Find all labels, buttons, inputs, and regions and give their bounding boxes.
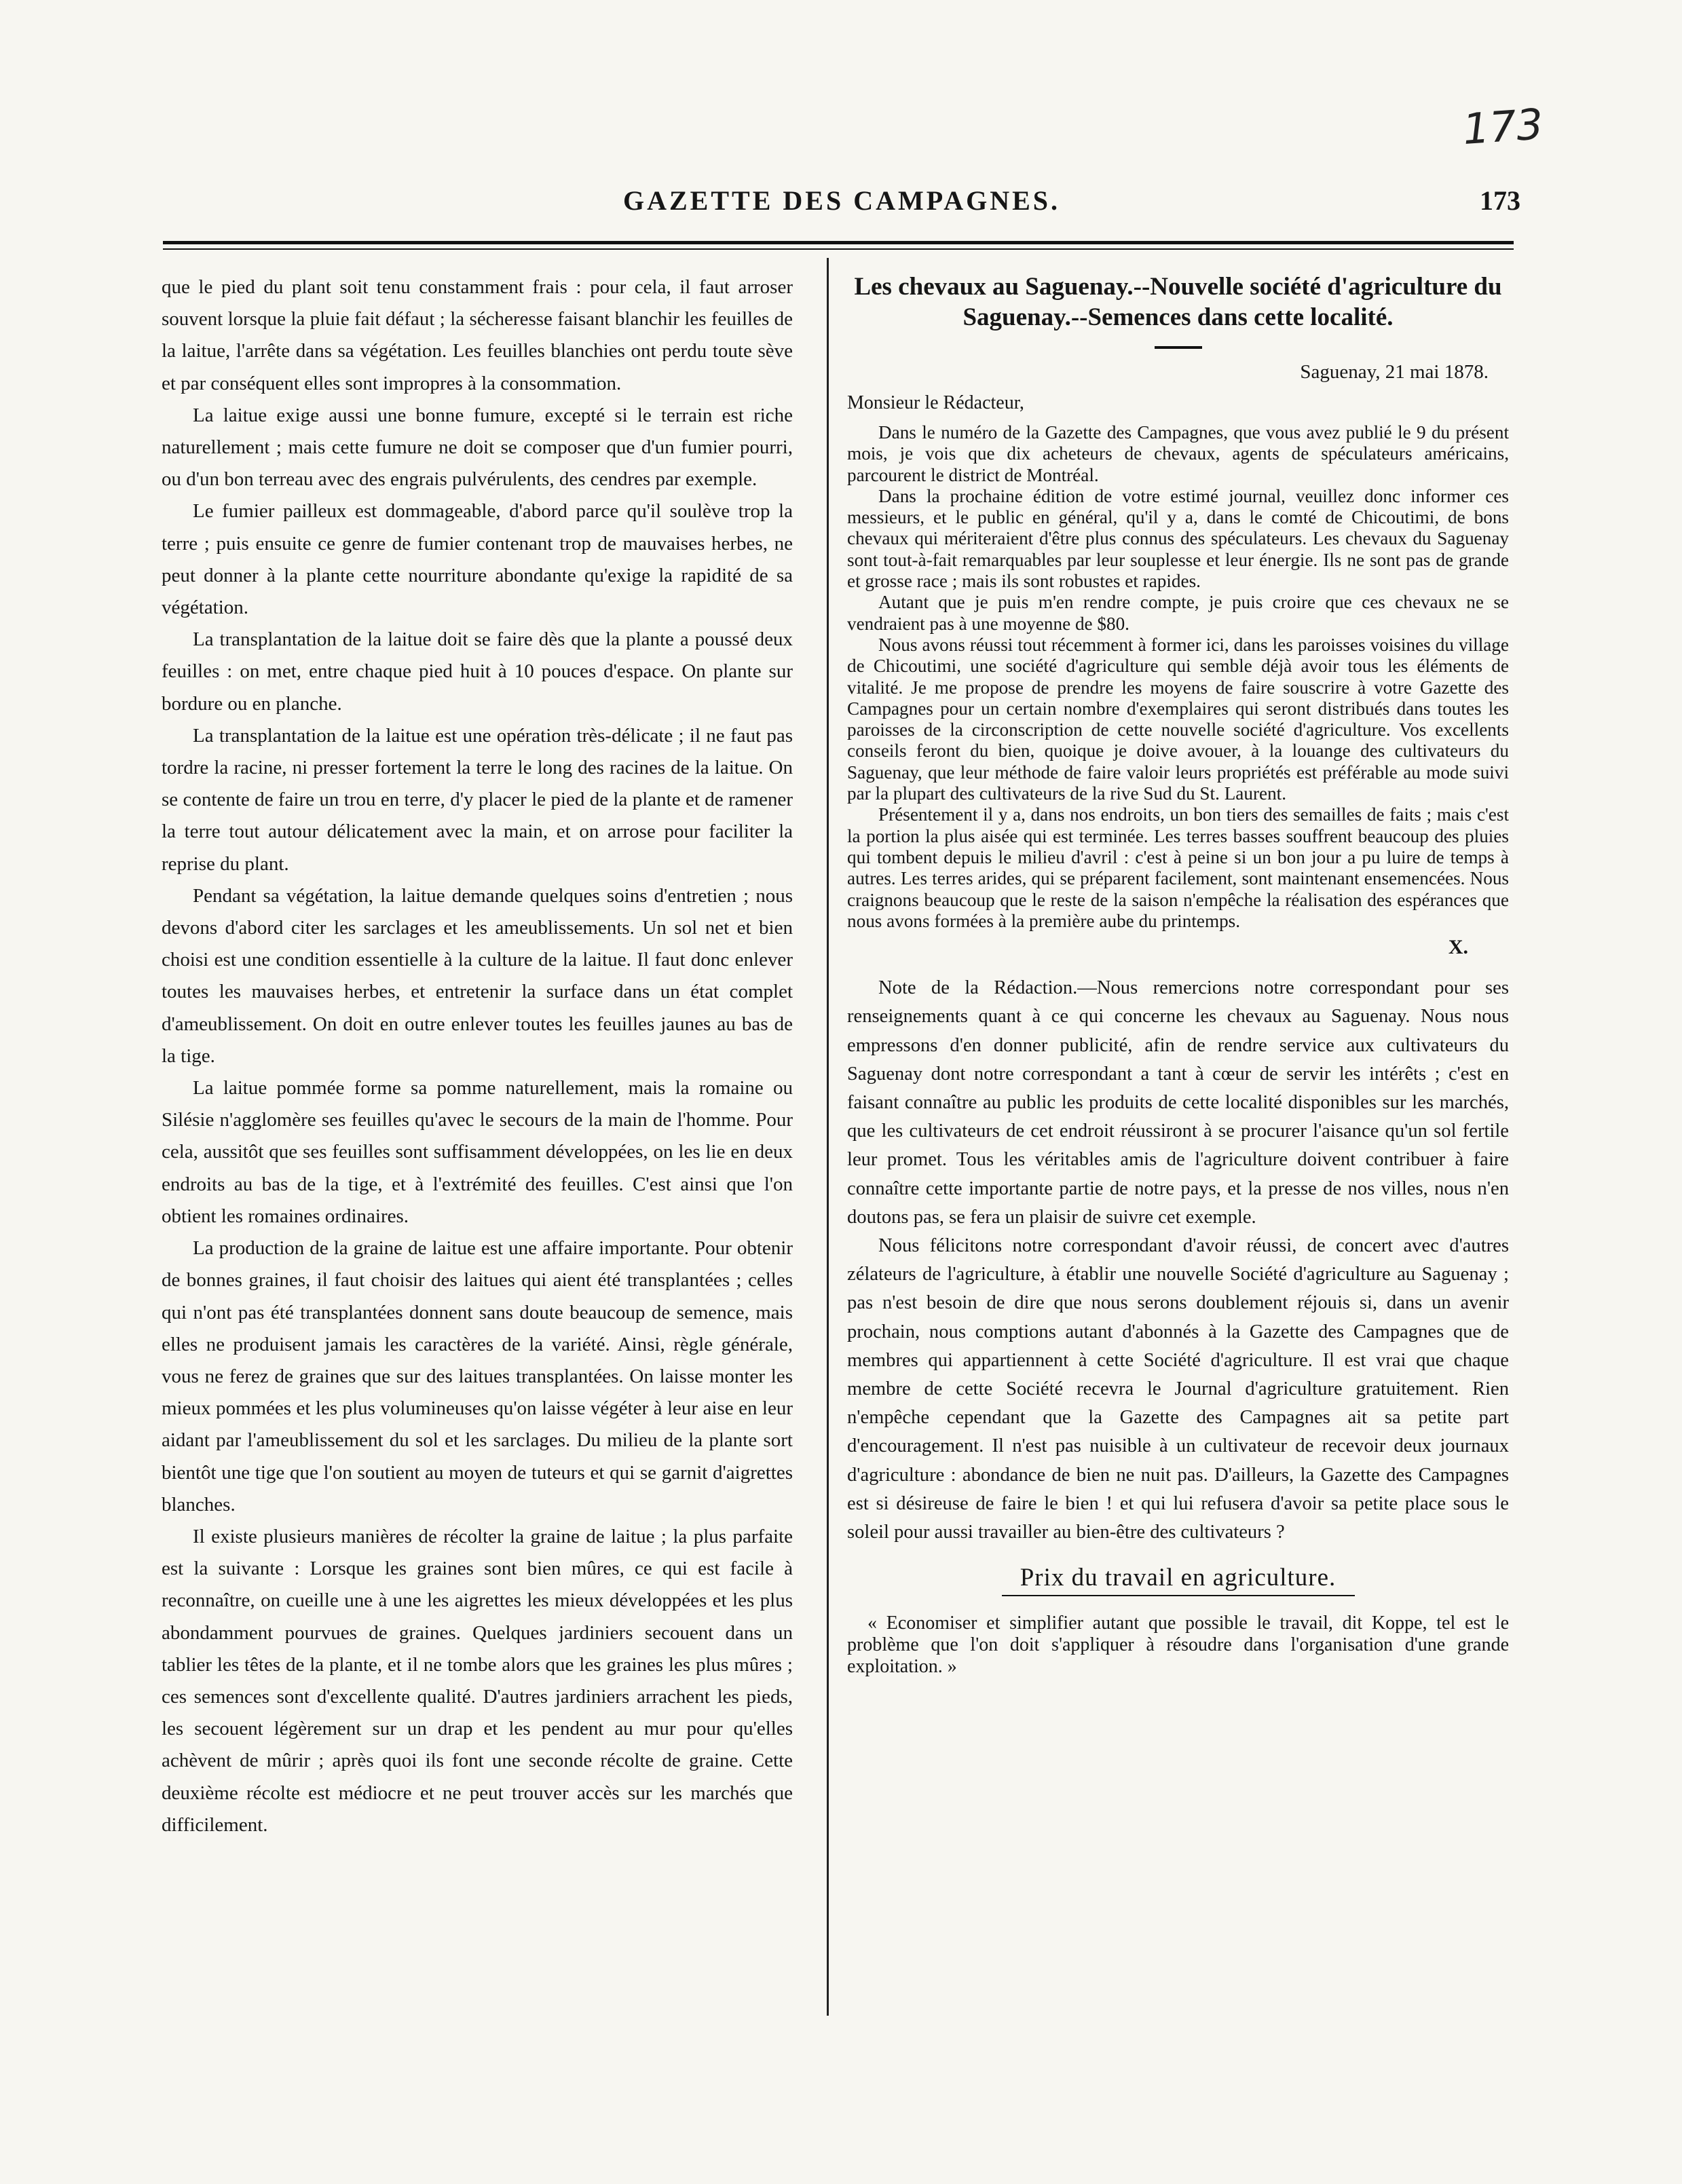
section-title: Prix du travail en agriculture. xyxy=(1020,1564,1337,1592)
letter-body xyxy=(847,422,1509,932)
header-rule-thin xyxy=(163,248,1514,250)
page-header xyxy=(163,185,1520,225)
newspaper-title: GAZETTE DES CAMPAGNES. xyxy=(622,185,1060,216)
paragraph: Le fumier pailleux est dommageable, d'abord parce qu'il soulève trop la terre ; puis ensuite ce genre de fumier contenant trop de mauvaises herbes, ne peut donner à la plante cette nourriture abondante qu'exige la rapidité de sa végétation. xyxy=(162,500,793,619)
paragraph: La transplantation de la laitue est une opération très-délicate ; il ne faut pas tordre la racine, ni presser fortement la terre le long des racines de la laitue. On se contente de faire un trou en terre, d'y placer le pied de la plante et de ramener la terre tout autour délicatement avec la main, et on arrose pour faciliter la reprise du plant. xyxy=(162,724,793,875)
header-rule-thick xyxy=(163,241,1514,244)
section-rule xyxy=(1002,1595,1355,1596)
paragraph: La production de la graine de laitue est une affaire importante. Pour obtenir de bonnes graines, il faut choisir des laitues qui aient été transplantées ; celles qui n'ont pas été transplantées donnent sans doute beaucoup de semence, mais elles ne produisent jamais les caractères de la variété. Ainsi, règle générale, vous ne ferez de graines que sur des laitues transplantées. On laisse monter les mieux pommées et les plus volumineuses qu'on laisse végéter à leur aise en leur aidant par l'ameublissement du sol et les sarclages. Du milieu de la plante sort bientôt une tige que l'on soutient au moyen de tuteurs et qui se garnit d'aigrettes blanches. xyxy=(162,1237,793,1515)
paragraph: Note de la Rédaction.—Nous remercions notre correspondant pour ses renseignements quant à ce qui concerne les chevaux au Saguenay. Nous nous empressons d'en donner publicité, afin de rendre service aux cultivateurs du Saguenay dont notre correspondant a tant à cœur de servir les intérêts ; c'est en faisant connaître au public les produits de cette localité disponibles sur les marchés, que les cultivateurs de cet endroit réussiront à se procurer l'aisance qu'un sol fertile leur promet. Tous les véritables amis de l'agriculture doivent contribuer à faire connaître cette importante partie de notre pays, et la presse de nos villes, nous n'en doutons pas, se fera un plaisir de suivre cet exemple. xyxy=(847,977,1509,1228)
quote-block xyxy=(847,1613,1509,1678)
letter-signature: X. xyxy=(1448,936,1468,959)
handwritten-page-number: 173 xyxy=(1461,98,1545,155)
paragraph: Dans la prochaine édition de votre estimé journal, veuillez donc informer ces messieurs, et le public en général, qu'il y a, dans le comté de Chicoutimi, de bons chevaux qui mériteraient d'être plus connus des spéculateurs. Les chevaux du Saguenay sont tout-à-fait remarquables par leur souplesse et leur énergie. Ils ne sont pas de grande et grosse race ; mais ils sont robustes et rapides. xyxy=(847,485,1509,592)
paragraph: Nous avons réussi tout récemment à former ici, dans les paroisses voisines du village de Chicoutimi, une société d'agriculture qui semble déjà avoir tous les éléments de vitalité. Je me propose de prendre les moyens de faire souscrire à votre Gazette des Campagnes pour un certain nombre d'exemplaires qui seront distribués dans toutes les paroisses de la circonscription de cette nouvelle société d'agriculture. Vos excellents conseils feront du bien, quoique je doive avouer, à la louange des cultivateurs du Saguenay, que leur méthode de faire valoir leurs propriétés est préférable au mode suivi par la plupart des cultivateurs de la rive Sud du St. Laurent. xyxy=(847,634,1509,804)
paragraph: La laitue pommée forme sa pomme naturellement, mais la romaine ou Silésie n'agglomère ses feuilles qu'avec le secours de la main de l'homme. Pour cela, aussitôt que ses feuilles sont suffisamment développées, on les lie en deux endroits au bas de la tige, et à l'extrémité des feuilles. C'est ainsi que l'on obtient les romaines ordinaires. xyxy=(162,1077,793,1227)
column-divider xyxy=(827,258,829,2016)
left-column xyxy=(162,271,793,1841)
paragraph: La laitue exige aussi une bonne fumure, excepté si le terrain est riche naturellement ; mais cette fumure ne doit se composer que d'un fumier pourri, ou d'un bon terreau avec des engrais pulvérulents, des cendres par exemple. xyxy=(162,404,793,491)
editor-note xyxy=(847,974,1509,1547)
paragraph: Nous félicitons notre correspondant d'avoir réussi, de concert avec d'autres zélateurs de l'agriculture, à établir une nouvelle Société d'agriculture au Saguenay ; pas n'est besoin de dire que nous serons doublement réjouis si, dans un avenir prochain, nous comptions autant d'abonnés à la Gazette des Campagnes que de membres qui appartiennent à cette Société d'agriculture. Il est vrai que chaque membre de cette Société recevra le Journal d'agriculture gratuitement. Rien n'empêche cependant que la Gazette des Campagnes ait sa petite part d'encouragement. Il n'est pas nuisible à un cultivateur de recevoir deux journaux d'agriculture : abondance de bien ne nuit pas. D'ailleurs, la Gazette des Campagnes est si désireuse de faire le bien ! et qui lui refusera d'avoir sa petite place sous le soleil pour aussi travailler au bien-être des cultivateurs ? xyxy=(847,1235,1509,1543)
title-rule xyxy=(1155,346,1202,349)
paragraph: Il existe plusieurs manières de récolter la graine de laitue ; la plus parfaite est la suivante : Lorsque les graines sont bien mûres, ce qui est facile à reconnaître, on cueille une à une les aigrettes les mieux développées et les plus abondamment pourvues de graines. Quelques jardiniers secouent dans un tablier les têtes de la plante, et il ne tombe alors que les graines les plus mûres ; ces semences sont d'excellente qualité. D'autres jardiniers arrachent les pieds, les secouent légèrement sur un drap et les pendent au mur pour qu'elles achèvent de mûrir ; après quoi ils font une seconde récolte de graine. Cette deuxième récolte est médiocre et ne peut trouver accès sur les marchés que difficilement. xyxy=(162,1525,793,1836)
paragraph: Dans le numéro de la Gazette des Campagnes, que vous avez publié le 9 du présent mois, je vois que dix acheteurs de chevaux, agents de spéculateurs américains, parcourent le district de Montréal. xyxy=(847,422,1509,485)
page-number: 173 xyxy=(1480,185,1520,216)
paragraph: Présentement il y a, dans nos endroits, un bon tiers des semailles de faits ; mais c'est la portion la plus aisée qui est terminée. Les terres basses souffrent beaucoup des pluies qui tombent depuis le milieu d'avril : c'est à peine si un bon jour a pu luire de temps à autres. Les terres arides, qui se préparent facilement, sont maintenant ensemencées. Nous craignons beaucoup que le reste de la saison n'empêche la réalisation des espérances que nous avons formées à la première aube du printemps. xyxy=(847,804,1509,931)
paragraph: La transplantation de la laitue doit se faire dès que la plante a poussé deux feuilles : on met, entre chaque pied huit à 10 pouces d'espace. On plante sur bordure ou en planche. xyxy=(162,628,793,715)
article-title: Les chevaux au Saguenay.--Nouvelle société d'agriculture du Saguenay.--Semences dans cette localité. xyxy=(854,273,1502,331)
paragraph: Autant que je puis m'en rendre compte, je puis croire que ces chevaux ne se vendraient pas à une moyenne de $80. xyxy=(847,592,1509,634)
right-column xyxy=(847,271,1509,1678)
paragraph: que le pied du plant soit tenu constamment frais : pour cela, il faut arroser souvent lorsque la pluie fait défaut ; la sécheresse faisant blanchir les feuilles de la laitue, l'arrête dans sa végétation. Les feuilles blanchies ont perdu toute sève et par conséquent elles sont impropres à la consommation. xyxy=(162,276,793,394)
paragraph: Pendant sa végétation, la laitue demande quelques soins d'entretien ; nous devons d'abord citer les sarclages et les ameublissements. Un sol net et bien choisi est une condition essentielle à la culture de la laitue. Il faut donc enlever toutes les mauvaises herbes, et entretenir la surface dans un état complet d'ameublissement. On doit en outre enlever toutes les feuilles jaunes au bas de la tige. xyxy=(162,884,793,1067)
dateline: Saguenay, 21 mai 1878. xyxy=(1300,361,1489,383)
salutation: Monsieur le Rédacteur, xyxy=(847,392,1024,413)
quote-text: « Economiser et simplifier autant que possible le travail, dit Koppe, tel est le problème que l'on doit s'appliquer à résoudre dans l'organisation d'une grande exploitation. » xyxy=(847,1613,1509,1678)
